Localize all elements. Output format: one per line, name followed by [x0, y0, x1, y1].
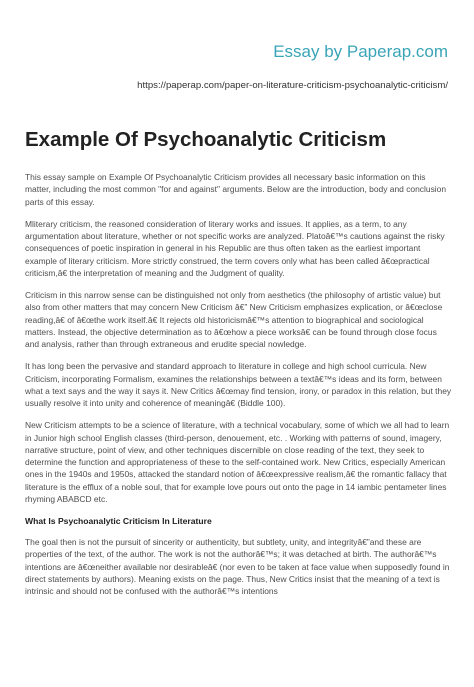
page-title: Example Of Psychoanalytic Criticism — [25, 128, 387, 151]
section-subheading: What Is Psychoanalytic Criticism In Literature — [25, 516, 212, 526]
source-url[interactable]: https://paperap.com/paper-on-literature-criticism-psychoanalytic-criticism/ — [137, 80, 448, 91]
body-paragraph: The goal then is not the pursuit of sincerity or authenticity, but subtlety, unity, and integrityâ€”and these are properties of the text, of the author. The work is not the authorâ€™s; it was detached at birth. The authorâ€™s intentions are â€œneither available nor desirableâ€ (nor even to be taken at face value when supposedly found in direct statements by authors). Meaning exists on the page. Thus, New Critics insist that the meaning of a text is intrinsic and should not be confused with the authorâ€™s intentions — [25, 537, 450, 596]
intro-paragraph: This essay sample on Example Of Psychoanalytic Criticism provides all necessary basic information on this matter, including the most common "for and against" arguments. Below are the introduction, body and conclusion parts of this essay. — [25, 172, 447, 207]
body-paragraph: It has long been the pervasive and standard approach to literature in college and high school curricula. New Criticism, incorporating Formalism, examines the relationships between a textâ€™s ideas and its form, between what a text says and the way it says it. New Critics â€œmay find tension, irony, or paradox in this relation, but they usually resolve it into unity and coherence of meaningâ€ (Biddle 100). — [25, 361, 452, 408]
site-brand-logo[interactable]: Essay by Paperap.com — [273, 42, 448, 61]
body-paragraph: New Criticism attempts to be a science of literature, with a technical vocabulary, some of which we all had to learn in Junior high school English classes (third-person, denouement, etc. . Working with patterns of sound, imagery, narrative structure, point of view, and other techniques discernible on close reading of the text, they seek to determine the function and appropriateness of these to the self-contained work. New Critics, especially American ones in the 1940s and 1950s, attacked the standard notion of â€œexpressive realism,â€ the romantic fallacy that literature is the efflux of a noble soul, that for example love pours out onto the page in 14 iambic pentameter lines rhyming ABABCD etc. — [25, 420, 450, 504]
body-paragraph: Mliterary criticism, the reasoned consideration of literary works and issues. It applies, as a term, to any argumentation about literature, whether or not specific works are analyzed. Platoâ€™s cautions against the risky consequences of poetic inspiration in general in his Republic are thus often taken as the earliest important example of literary criticism. More strictly construed, the term covers only what has been called â€œpractical criticism,â€ the interpretation of meaning and the Judgment of quality. — [25, 218, 445, 278]
article-body — [25, 171, 453, 607]
body-paragraph: Criticism in this narrow sense can be distinguished not only from aesthetics (the philosophy of artistic value) but also from other matters that may concern New Criticism â€” New Criticism emphasizes explication, or â€œclose reading,â€ of â€œthe work itself.â€ It rejects old historicismâ€™s attention to biographical and sociological matters. Instead, the objective determination as to â€œhow a piece worksâ€ can be found through close focus and analysis, rather than through extraneous and erudite special nowledge. — [25, 290, 443, 349]
